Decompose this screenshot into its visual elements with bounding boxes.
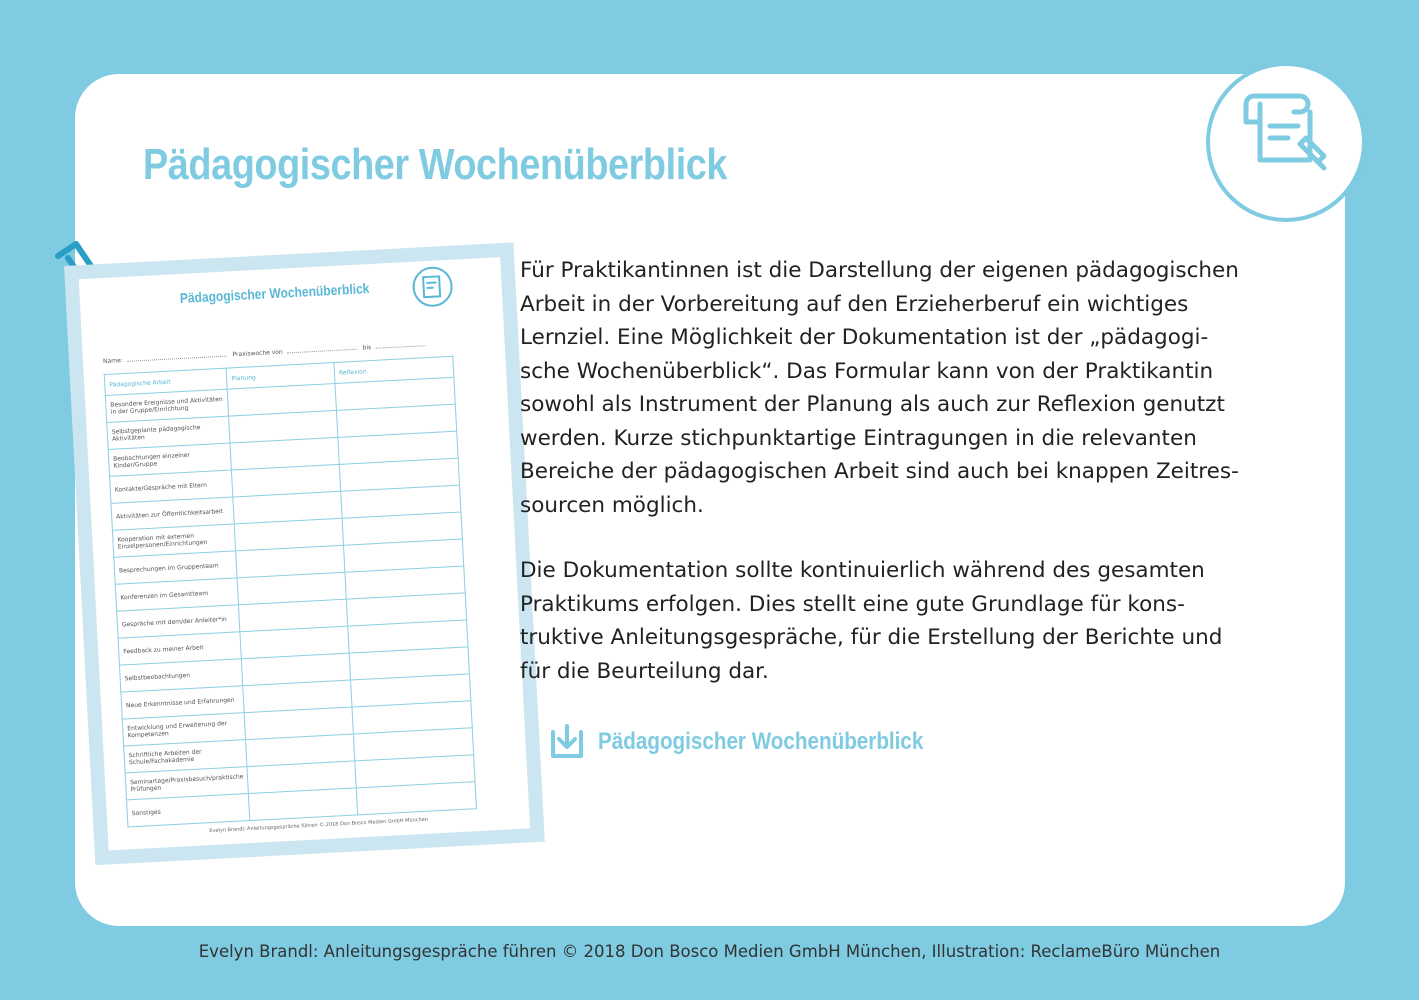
worksheet-row-label: Selbstbeobachtungen	[119, 659, 243, 692]
worksheet-col-header: Pädagogische Arbeit	[104, 368, 227, 395]
paragraph-line: sourcen möglich.	[520, 492, 704, 518]
paragraph-line: für die Beurteilung dar.	[520, 658, 769, 684]
worksheet-row-label: Gespräche mit dem/der Anleiter*in	[117, 605, 241, 638]
paragraph-line: werden. Kurze stichpunktartige Eintragungen in die relevanten	[520, 425, 1197, 451]
download-link[interactable]	[550, 724, 976, 760]
paragraph-line: Praktikums erfolgen. Dies stellt eine gute Grundlage für kons-	[520, 591, 1185, 617]
worksheet-row-label: Sonstiges	[127, 794, 251, 827]
paragraph-line: Bereiche der pädagogischen Arbeit sind auch bei knappen Zeitres-	[520, 459, 1239, 484]
document-pencil-icon	[1240, 82, 1336, 182]
worksheet-thumbnail	[64, 242, 545, 865]
worksheet-row-label: Aktivitäten zur Öffentlichkeitsarbeit	[111, 497, 235, 530]
worksheet-title: Pädagogischer Wochenüberblick	[179, 280, 370, 306]
documentation-paragraph	[520, 554, 1300, 688]
worksheet-table	[104, 356, 477, 828]
intro-paragraph	[520, 254, 1300, 522]
badge	[1206, 62, 1366, 222]
paragraph-line: Die Dokumentation sollte kontinuierlich während des gesamten	[520, 558, 1205, 583]
paragraph-line: truktive Anleitungsgespräche, für die Erstellung der Berichte und	[520, 625, 1223, 650]
worksheet-badge-icon	[412, 266, 454, 308]
worksheet-row-label: Kooperation mit externen Einzelpersonen/Einrichtungen	[112, 524, 236, 557]
paragraph-line: Arbeit in der Vorbereitung auf den Erzieherberuf ein wichtiges	[520, 291, 1189, 317]
worksheet-row-label: Seminartage/Praxisbesuch/praktische Prüfungen	[125, 767, 249, 800]
paragraph-line: Für Praktikantinnen ist die Darstellung der eigenen pädagogischen	[520, 258, 1239, 283]
worksheet-row-label: Schriftliche Arbeiten der Schule/Fachakademie	[124, 740, 248, 773]
worksheet-col-header: Reflexion	[334, 356, 454, 383]
paragraph-line: Lernziel. Eine Möglichkeit der Dokumentation ist der „pädagogi-	[520, 325, 1209, 350]
page-title: Pädagogischer Wochenüberblick	[143, 140, 728, 189]
worksheet-to-label: bis	[362, 344, 372, 352]
worksheet-row-label: Entwicklung und Erweiterung der Kompetenzen	[122, 713, 246, 746]
worksheet-planning-cell	[249, 788, 358, 821]
download-icon	[550, 724, 584, 760]
worksheet-page	[79, 257, 530, 850]
worksheet-row-label: Selbstgeplante pädagogische Aktivitäten	[107, 416, 231, 449]
paragraph-line: sche Wochenüberblick“. Das Formular kann von der Praktikantin	[520, 358, 1214, 384]
copyright-footer: Evelyn Brandl: Anleitungsgespräche führen © 2018 Don Bosco Medien GmbH München, Illustration: ReclameBüro München	[198, 942, 1221, 961]
download-label[interactable]: Pädagogischer Wochenüberblick	[598, 728, 924, 755]
worksheet-reflection-cell	[356, 782, 476, 815]
worksheet-row-label: Besondere Ereignisse und Aktivitäten in der Gruppe/Einrichtung	[105, 389, 229, 422]
worksheet-row-label: Feedback zu meiner Arbeit	[118, 632, 242, 665]
paragraph-line: sowohl als Instrument der Planung als auch zur Reflexion genutzt	[520, 392, 1225, 417]
worksheet-week-label: Praxiswoche von	[232, 348, 283, 359]
worksheet-name-label: Name:	[102, 357, 123, 366]
worksheet-col-header: Planung	[227, 363, 336, 390]
worksheet-row-label: Konferenzen im Gesamtteam	[115, 578, 239, 611]
worksheet-row-label: Besprechungen im Gruppenteam	[114, 551, 238, 584]
worksheet-footer: Evelyn Brandl: Anleitungsgespräche führen © 2018 Don Bosco Medien GmbH München	[209, 816, 429, 835]
worksheet-row-label: Neue Erkenntnisse und Erfahrungen	[121, 686, 245, 719]
worksheet-row-label: Beobachtungen einzelner Kinder/Gruppe	[108, 443, 232, 476]
worksheet-row-label: Kontakte/Gespräche mit Eltern	[110, 470, 234, 503]
